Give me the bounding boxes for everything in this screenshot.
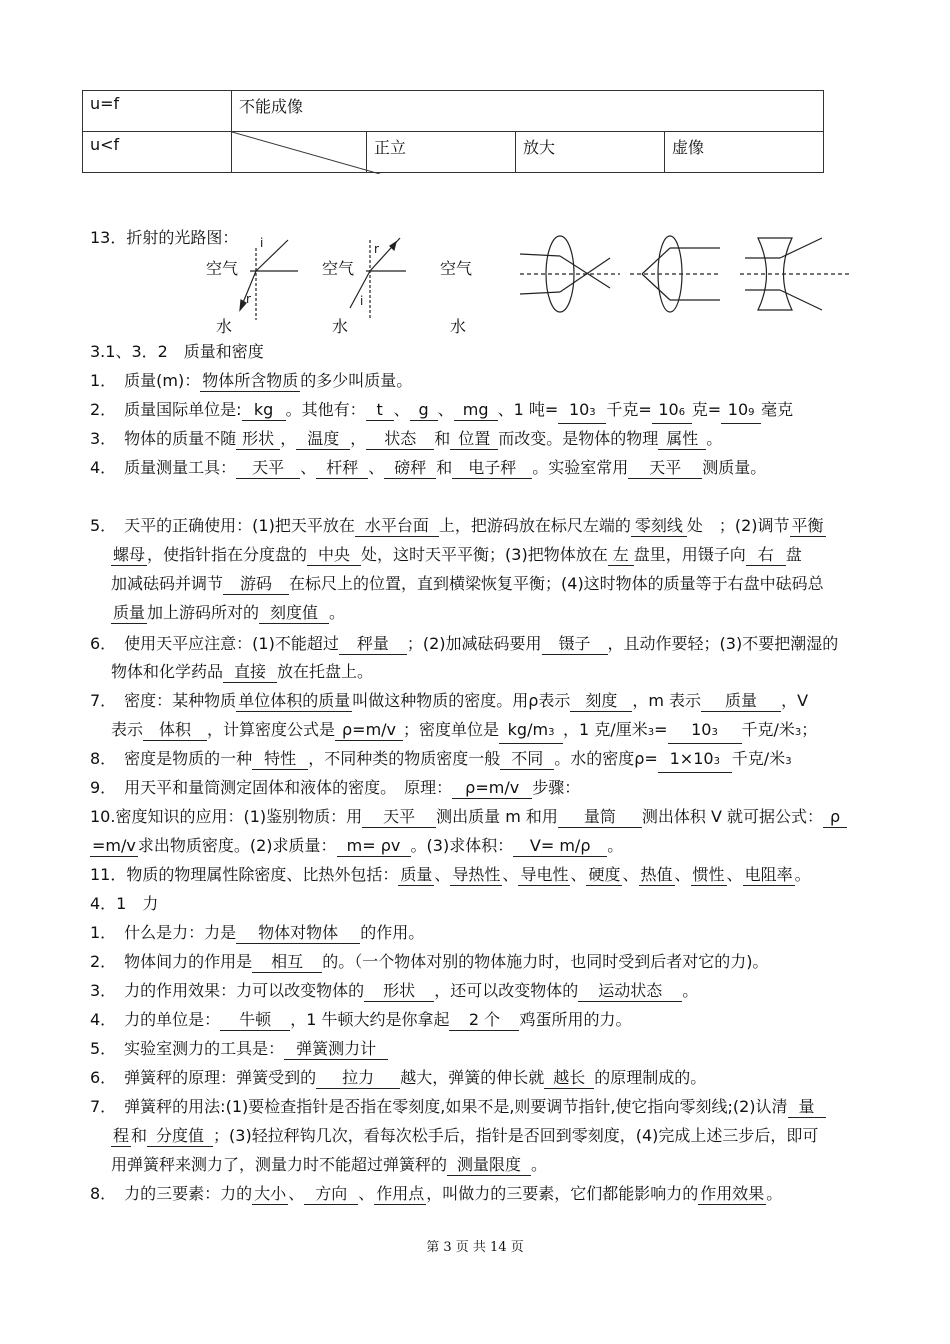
item-7: 7． 密度：某种物质 单位体积的质量 叫做这种物质的密度。用ρ表示 刻度 ，m 表示 质量 ，V	[90, 691, 809, 710]
item-6: 6． 使用天平应注意：(1)不能超过 秤量 ；(2)加减砝码要用 镊子 ，且动作要轻；(3)不要把潮湿的	[90, 634, 839, 653]
force-item-7-cont: 程 和 分度值 ；(3)轻拉秤钩几次，看每次松手后，指针是否回到零刻度，(4)完成上述三步后，即可	[113, 1126, 819, 1145]
refraction-ray-icon	[200, 228, 880, 336]
section-heading: 3.1、3．2 质量和密度	[90, 342, 264, 361]
force-item-6: 6． 弹簧秤的原理：弹簧受到的 拉力 越大，弹簧的伸长就 越长 的原理制成的。	[90, 1068, 707, 1087]
table-row	[83, 91, 824, 132]
item-10: 10.密度知识的应用：(1)鉴别物质：用 天平 测出质量 m 和用 量筒 测出体积 V 就可据公式： ρ	[90, 807, 847, 828]
air-label: 空气	[440, 259, 473, 278]
item-5-cont: 质量 加上游码所对的 刻度值 。	[113, 603, 346, 622]
force-item-3: 3． 力的作用效果：力可以改变物体的 形状 ，还可以改变物体的 运动状态 。	[90, 981, 699, 1000]
cell: 放大	[516, 132, 665, 173]
item-2: 2． 质量国际单位是: kg 。其他有： t 、 g 、 mg 、1 吨= 103 千克= 106 克= 109 毫克	[90, 400, 793, 424]
lens-table	[82, 90, 824, 173]
refraction-label: r	[246, 292, 251, 306]
incidence-label: i	[360, 294, 364, 308]
cell: 正立	[367, 132, 516, 173]
refraction-diagram	[200, 228, 880, 336]
cell: u=f	[83, 91, 232, 132]
refraction-label: r	[374, 242, 379, 256]
water-label: 水	[216, 317, 233, 336]
item-3: 3． 物体的质量不随 形状 ， 温度 ， 状态 和 位置 而改变。是物体的物理 属性 。	[90, 429, 723, 448]
item-6-cont: 物体和化学药品 直接 放在托盘上。	[111, 662, 374, 681]
force-item-2: 2． 物体间力的作用是 相互 的。（一个物体对别的物体施力时，也同时受到后者对它的力)。	[90, 952, 769, 971]
item-9: 9． 用天平和量筒测定固体和液体的密度。 原理： ρ=m/v 步骤：	[90, 778, 581, 797]
force-item-8: 8． 力的三要素：力的 大小 、 方向 、 作用点 ，叫做力的三要素，它们都能影响力的 作用效果 。	[90, 1184, 783, 1203]
table-row	[83, 132, 824, 173]
item-1: 1． 质量(m)： 物体所含物质 的多少叫质量。	[90, 371, 413, 390]
air-label: 空气	[322, 259, 355, 278]
item-4: 4． 质量测量工具： 天平 、 杆秤 、 磅秤 和 电子秤 。实验室常用 天平 测质量。	[90, 458, 767, 477]
force-item-5: 5． 实验室测力的工具是： 弹簧测力计	[90, 1039, 388, 1060]
item-10-cont: =m/v 求出物质密度。(2)求质量： m= ρv 。(3)求体积： V= m/ρ 。	[92, 836, 624, 855]
item-5-cont: 螺母 ，使指针指在分度盘的 中央 处，这时天平平衡；(3)把物体放在 左 盘里，用镊子向 右 盘	[113, 545, 802, 564]
q13-title: 13．折射的光路图：	[90, 228, 239, 247]
cell: u<f	[83, 132, 232, 173]
section-heading: 4．1 力	[90, 894, 159, 913]
force-item-7: 7． 弹簧秤的用法:(1)要检查指针是否指在零刻度,如果不是,则要调节指针,使它指向零刻线;(2)认清 量	[90, 1097, 826, 1118]
item-8: 8． 密度是物质的一种 特性 ，不同种类的物质密度一般 不同 。水的密度ρ= 1×103 千克/米3	[90, 749, 792, 773]
cell: 虚像	[665, 132, 824, 173]
diagonal-line-icon	[232, 132, 380, 174]
water-label: 水	[450, 317, 467, 336]
cell: 不能成像	[232, 91, 824, 132]
force-item-1: 1． 什么是力：力是 物体对物体 的作用。	[90, 923, 425, 942]
incidence-label: i	[260, 236, 264, 250]
diagonal-cell	[232, 132, 367, 173]
item-11: 11．物质的物理属性除密度、比热外包括： 质量 、 导热性 、 导电性 、 硬度 、 热值 、 惯性 、 电阻率 。	[90, 865, 811, 884]
item-5-cont: 加减砝码并调节 游码 在标尺上的位置，直到横梁恢复平衡；(4)这时物体的质量等于右盘中砝码总	[111, 574, 824, 593]
item-5: 5． 天平的正确使用：(1)把天平放在 水平台面 上，把游码放在标尺左端的 零刻线 处 ；(2)调节 平衡	[90, 516, 824, 535]
item-7-cont: 表示 体积 ，计算密度公式是 ρ=m/v ；密度单位是 kg/m3 ，1 克/厘米3= 103 千克/米3；	[111, 720, 817, 744]
force-item-4: 4． 力的单位是： 牛顿 ，1 牛顿大约是你拿起 2 个 鸡蛋所用的力。	[90, 1010, 632, 1029]
air-label: 空气	[206, 259, 239, 278]
water-label: 水	[332, 317, 349, 336]
force-item-7-cont: 用弹簧秤来测力了，测量力时不能超过弹簧秤的 测量限度 。	[111, 1155, 548, 1174]
page-footer: 第 3 页 共 14 页	[426, 1240, 524, 1255]
